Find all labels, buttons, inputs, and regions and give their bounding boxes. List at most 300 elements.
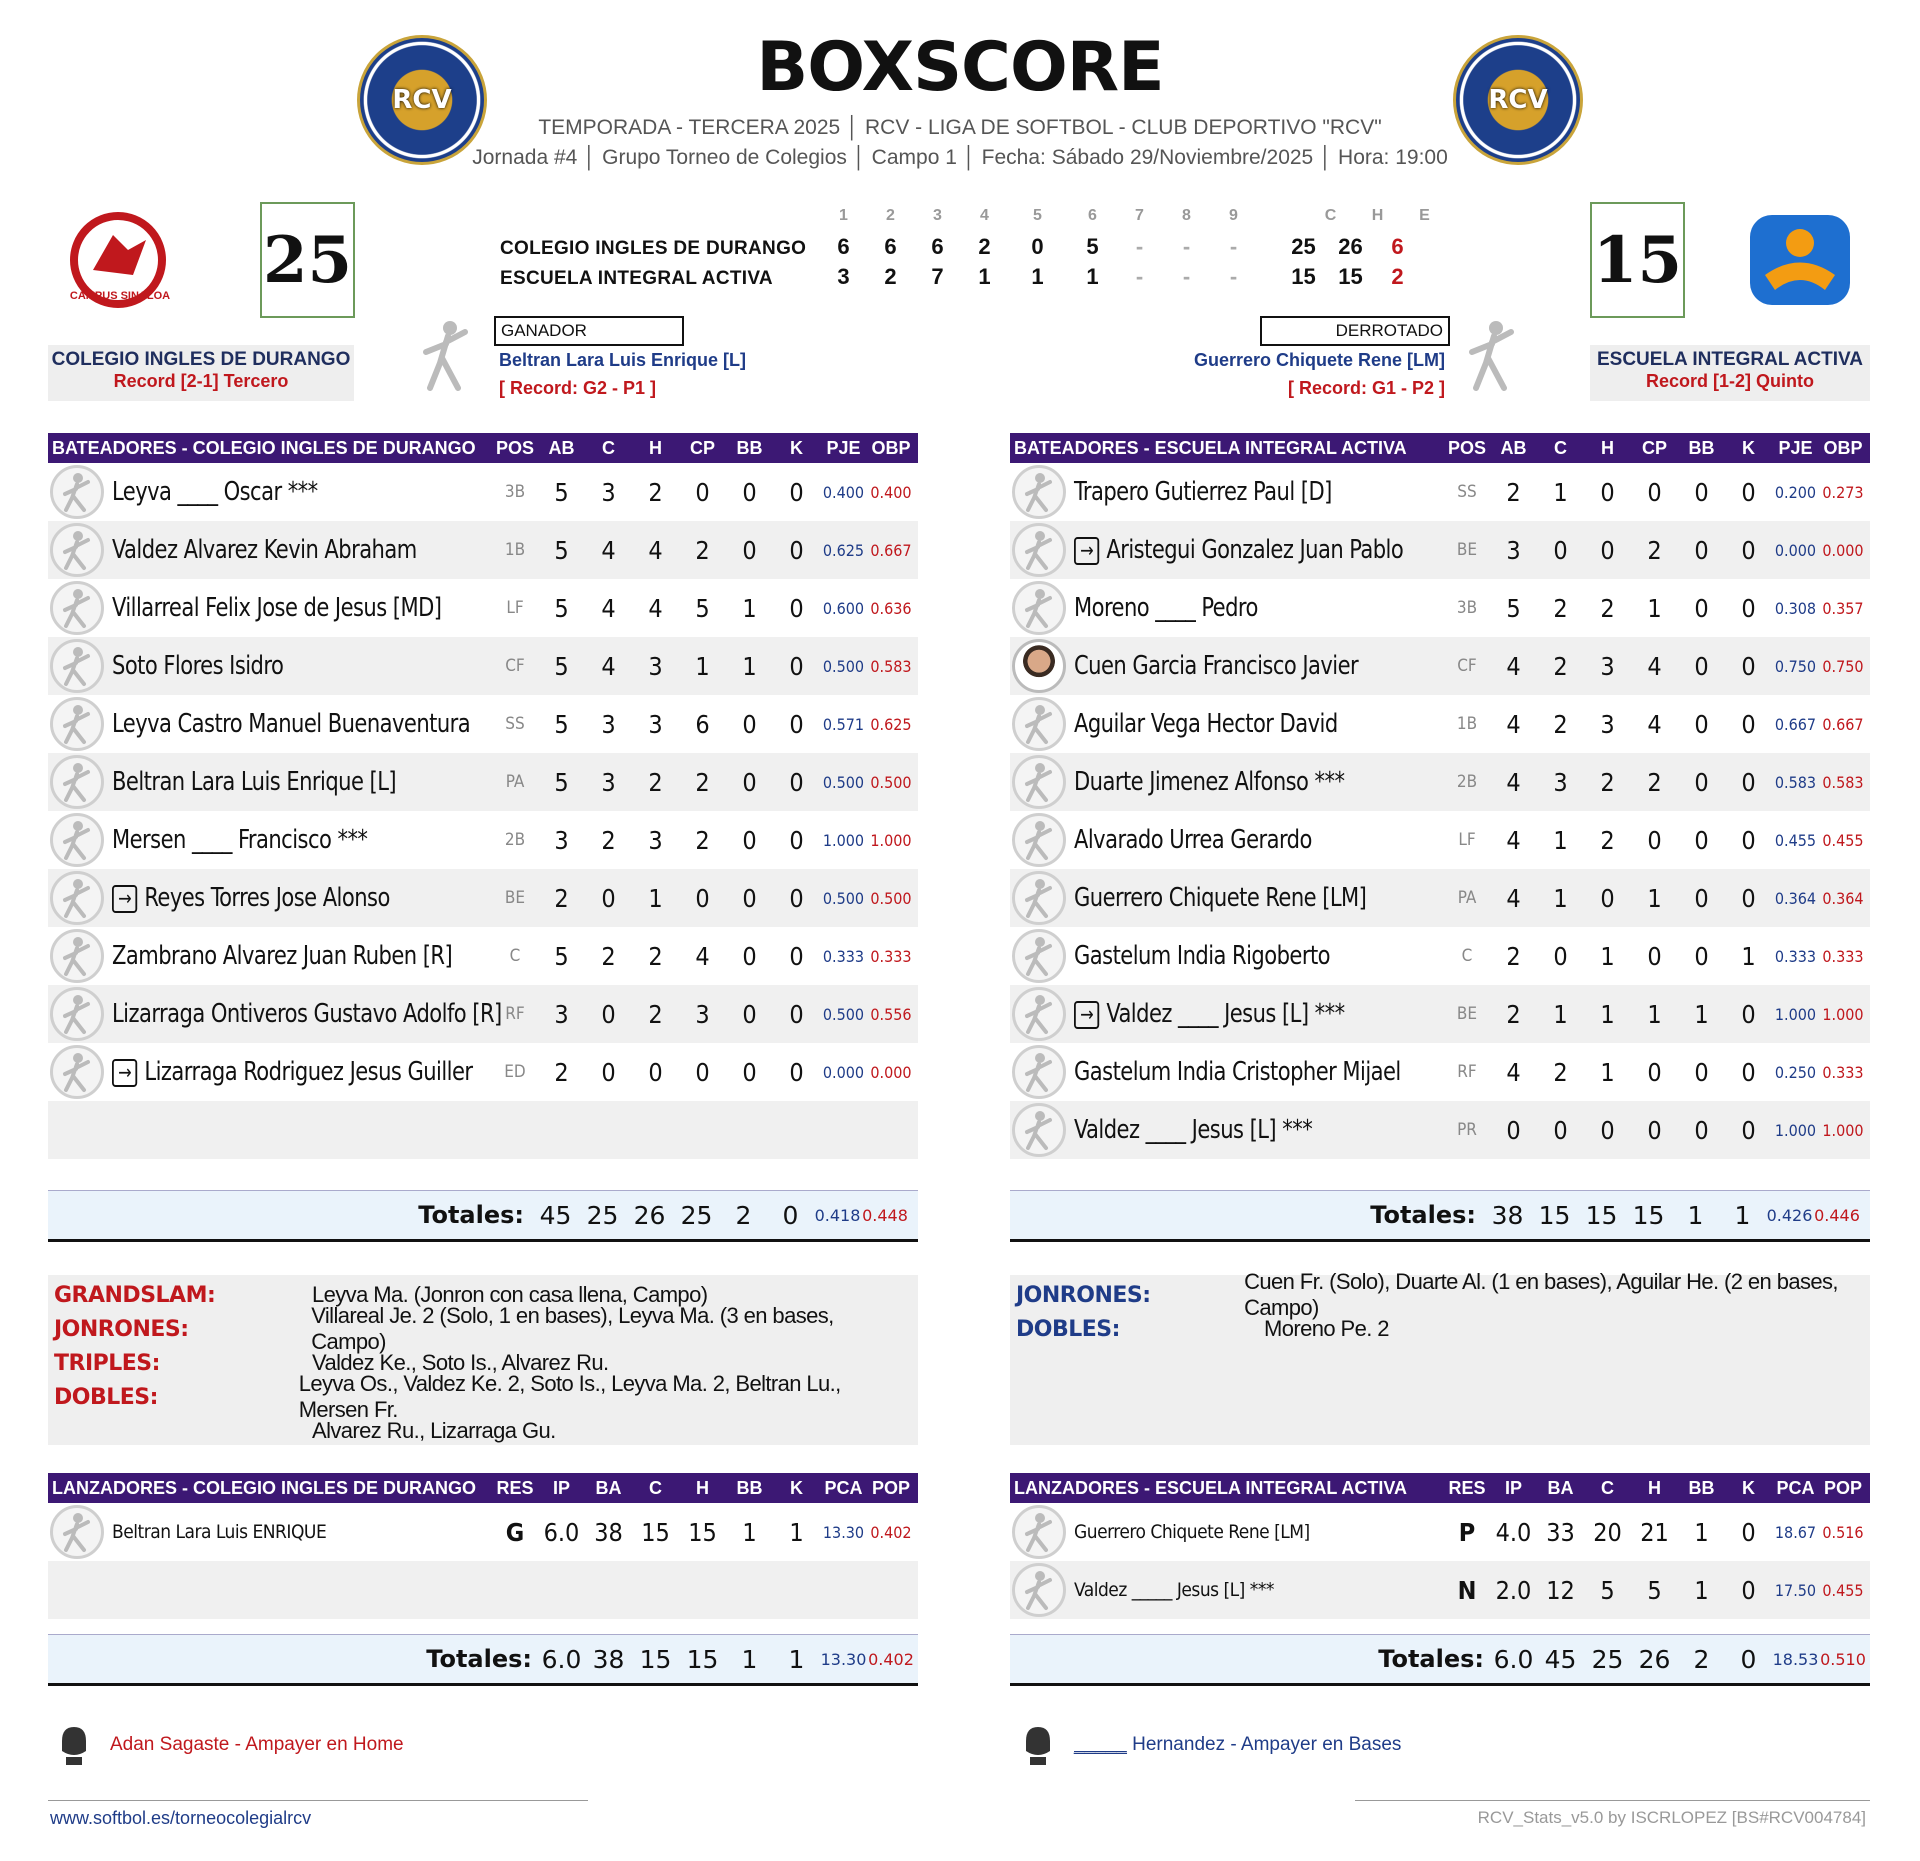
table-row	[48, 637, 918, 695]
stat-k: 0	[789, 535, 804, 565]
stat-k: 0	[1741, 709, 1756, 739]
umpire-icon	[1020, 1725, 1056, 1765]
stat-ba: 33	[1546, 1517, 1575, 1547]
table-row	[1010, 753, 1870, 811]
stat-pos: PA	[1457, 888, 1477, 908]
stat-obp: 0.000	[1822, 540, 1864, 560]
player-name-cell	[112, 825, 492, 855]
stat-h: 3	[1600, 709, 1615, 739]
player-avatar-icon	[50, 697, 104, 751]
home-team-record: Record [2-1] Tercero	[113, 371, 289, 391]
stat-obp: 0.455	[1822, 830, 1864, 850]
stat-ab: 4	[1506, 1057, 1521, 1087]
batting-totals-home: Totales: 45 25 26 25 2 0 0.418 0.448	[48, 1190, 918, 1242]
player-name-cell	[112, 1057, 492, 1087]
batting-table-header: BATEADORES - ESCUELA INTEGRAL ACTIVA POS AB C H CP BB K PJE OBP	[1010, 433, 1870, 463]
stat-k: 0	[789, 999, 804, 1029]
stat-k: 0	[1741, 999, 1756, 1029]
stat-cp: 0	[1647, 1115, 1662, 1145]
stat-obp: 0.364	[1822, 888, 1864, 908]
stat-cp: 0	[1647, 477, 1662, 507]
table-row	[48, 521, 918, 579]
stat-h: 0	[1600, 1115, 1615, 1145]
stat-pop: 0.402	[870, 1522, 912, 1542]
stat-pos: BE	[1456, 540, 1478, 560]
away-team-card	[1590, 345, 1870, 401]
stat-ab: 4	[1506, 883, 1521, 913]
stat-h: 3	[648, 709, 663, 739]
player-name: Cuen Garcia Francisco Javier	[1074, 651, 1359, 681]
stat-h: 1	[1600, 1057, 1615, 1087]
player-avatar-icon	[1012, 1563, 1066, 1617]
stat-k: 0	[1741, 1115, 1756, 1145]
stat-h: 2	[1600, 825, 1615, 855]
stat-res: N	[1457, 1575, 1477, 1605]
notes-home	[48, 1275, 918, 1445]
stat-pje: 0.500	[822, 1004, 865, 1024]
stat-cp: 4	[1647, 651, 1662, 681]
stat-obp: 1.000	[870, 830, 912, 850]
winner-pitcher-name: Beltran Lara Luis Enrique [L]	[499, 350, 747, 370]
stat-pos: 3B	[1456, 598, 1478, 618]
loser-pitcher-record: [ Record: G1 - P2 ]	[1287, 378, 1445, 398]
substitute-arrow-icon: →	[1074, 537, 1099, 565]
stat-cp: 4	[695, 941, 710, 971]
table-row	[1010, 927, 1870, 985]
player-name-cell	[1074, 825, 1444, 855]
player-avatar-icon	[1012, 1045, 1066, 1099]
stat-c: 3	[601, 767, 616, 797]
stat-ba: 12	[1546, 1575, 1575, 1605]
note-label: TRIPLES:	[54, 1350, 160, 1376]
player-name-cell	[112, 477, 492, 507]
stat-pje: 0.000	[822, 1062, 865, 1082]
note-line	[48, 1371, 918, 1422]
stat-h: 2	[648, 999, 663, 1029]
player-name: Alvarado Urrea Gerardo	[1074, 825, 1312, 855]
stat-h: 2	[648, 477, 663, 507]
stat-bb: 1	[1694, 1575, 1709, 1605]
batting-table-home	[48, 433, 918, 1159]
stat-c: 3	[601, 477, 616, 507]
player-name: Guerrero Chiquete Rene [LM]	[1074, 883, 1367, 913]
batting-table-away	[1010, 433, 1870, 1159]
player-name: Valdez Alvarez Kevin Abraham	[112, 535, 417, 565]
stat-pje: 0.583	[1774, 772, 1817, 792]
stat-c: 2	[1553, 651, 1568, 681]
player-name: Duarte Jimenez Alfonso ***	[1074, 767, 1345, 797]
stat-bb: 0	[1694, 941, 1709, 971]
stat-pos: ED	[504, 1062, 526, 1082]
player-avatar-icon	[1012, 465, 1066, 519]
stat-obp: 0.333	[870, 946, 912, 966]
stat-k: 0	[789, 709, 804, 739]
stat-pos: C	[509, 946, 521, 966]
stat-c: 3	[1553, 767, 1568, 797]
stat-cp: 0	[1647, 825, 1662, 855]
player-avatar-icon	[50, 813, 104, 867]
player-name-cell	[1074, 1057, 1444, 1087]
player-name-cell	[112, 593, 492, 623]
stat-bb: 0	[1694, 767, 1709, 797]
player-avatar-icon	[1012, 929, 1066, 983]
table-row-empty	[48, 1561, 918, 1619]
stat-cp: 0	[695, 883, 710, 913]
stat-bb: 1	[742, 1517, 757, 1547]
player-name-cell	[112, 709, 492, 739]
player-avatar-icon	[50, 1505, 104, 1559]
stat-k: 0	[789, 477, 804, 507]
stat-pca: 18.67	[1774, 1522, 1817, 1542]
stat-bb: 0	[742, 941, 757, 971]
stat-pos: C	[1461, 946, 1473, 966]
stat-c: 0	[1553, 535, 1568, 565]
table-row	[48, 463, 918, 521]
stat-h: 2	[1600, 593, 1615, 623]
table-row	[48, 927, 918, 985]
home-score: 25	[260, 202, 355, 318]
note-line	[1010, 1269, 1870, 1320]
home-team-card	[48, 345, 354, 401]
player-name: Beltran Lara Luis Enrique [L]	[112, 767, 397, 797]
stat-pos: RF	[505, 1004, 525, 1024]
player-avatar-icon	[1012, 871, 1066, 925]
winner-label: GANADOR	[494, 316, 684, 346]
player-name-cell	[1074, 1115, 1444, 1145]
stat-obp: 0.636	[870, 598, 912, 618]
substitute-arrow-icon: →	[1074, 1001, 1099, 1029]
divider	[48, 1800, 588, 1801]
stat-pje: 0.750	[1774, 656, 1817, 676]
table-row	[1010, 695, 1870, 753]
stat-obp: 0.583	[1822, 772, 1864, 792]
stat-bb: 0	[1694, 825, 1709, 855]
stat-ba: 38	[594, 1517, 623, 1547]
stat-cp: 2	[1647, 767, 1662, 797]
stat-obp: 1.000	[1822, 1004, 1864, 1024]
stat-ab: 3	[554, 825, 569, 855]
player-name: Soto Flores Isidro	[112, 651, 284, 681]
stat-pos: PR	[1457, 1120, 1477, 1140]
stat-pje: 0.200	[1774, 482, 1817, 502]
player-name: Lizarraga Ontiveros Gustavo Adolfo [R]	[112, 999, 502, 1029]
stat-h: 5	[1647, 1575, 1662, 1605]
table-row	[48, 869, 918, 927]
table-row	[1010, 1503, 1870, 1561]
stat-c: 0	[1553, 1115, 1568, 1145]
batting-table-header: BATEADORES - COLEGIO INGLES DE DURANGO POS AB C H CP BB K PJE OBP	[48, 433, 918, 463]
stat-bb: 1	[1694, 999, 1709, 1029]
stat-pos: CF	[505, 656, 525, 676]
stat-bb: 1	[1694, 1517, 1709, 1547]
stat-bb: 0	[1694, 1057, 1709, 1087]
table-row	[1010, 1101, 1870, 1159]
stat-h: 1	[1600, 999, 1615, 1029]
batting-totals-away: Totales: 38 15 15 15 1 1 0.426 0.446	[1010, 1190, 1870, 1242]
stat-h: 3	[648, 825, 663, 855]
stat-obp: 0.357	[1822, 598, 1864, 618]
home-logo-caption: CAMPUS SINALOA	[69, 290, 171, 302]
stat-cp: 4	[1647, 709, 1662, 739]
player-avatar-icon	[50, 987, 104, 1041]
table-row	[1010, 811, 1870, 869]
stat-c: 2	[601, 825, 616, 855]
table-row	[48, 753, 918, 811]
stat-ab: 5	[554, 767, 569, 797]
table-row	[1010, 637, 1870, 695]
stat-k: 0	[1741, 1575, 1756, 1605]
stat-cp: 0	[1647, 1057, 1662, 1087]
stat-cp: 2	[695, 767, 710, 797]
stat-c: 2	[1553, 1057, 1568, 1087]
stat-k: 0	[1741, 593, 1756, 623]
away-score: 15	[1590, 202, 1685, 318]
stat-k: 0	[1741, 1057, 1756, 1087]
pitcher-name: Valdez _____ Jesus [L] ***	[1074, 1579, 1274, 1601]
table-row	[48, 579, 918, 637]
stat-ab: 2	[1506, 999, 1521, 1029]
player-avatar-icon	[1012, 1505, 1066, 1559]
stat-res: P	[1458, 1517, 1476, 1547]
player-avatar-icon	[1012, 987, 1066, 1041]
pitcher-icon	[1466, 318, 1522, 394]
stat-c: 2	[1553, 709, 1568, 739]
player-name: Gastelum India Rigoberto	[1074, 941, 1330, 971]
table-row-empty	[48, 1101, 918, 1159]
player-name: Leyva Castro Manuel Buenaventura	[112, 709, 471, 739]
player-name-cell	[112, 767, 492, 797]
stat-pos: 2B	[1456, 772, 1478, 792]
player-name-cell	[1074, 477, 1444, 507]
stat-c: 5	[1600, 1575, 1615, 1605]
stat-pje: 0.500	[822, 772, 865, 792]
player-avatar-icon	[50, 639, 104, 693]
pitching-totals-home: Totales: 6.0 38 15 15 1 1 13.30 0.402	[48, 1634, 918, 1686]
note-value: Valdez Ke., Soto Is., Alvarez Ru.	[312, 1350, 609, 1375]
stat-obp: 0.333	[1822, 946, 1864, 966]
stat-cp: 2	[695, 535, 710, 565]
stat-k: 0	[789, 941, 804, 971]
stat-k: 0	[1741, 825, 1756, 855]
pitching-table-header: LANZADORES - COLEGIO INGLES DE DURANGO RES IP BA C H BB K PCA POP	[48, 1473, 918, 1503]
player-name: Lizarraga Rodriguez Jesus Guiller	[144, 1057, 473, 1087]
stat-pje: 1.000	[1774, 1004, 1817, 1024]
linescore-row-away: ESCUELA INTEGRAL ACTIVA 3 2 7 1 1 1 - - - 15 15 2	[500, 264, 1404, 289]
stat-cp: 0	[695, 477, 710, 507]
stat-ab: 2	[554, 883, 569, 913]
stat-k: 0	[789, 883, 804, 913]
stat-h: 2	[648, 941, 663, 971]
player-avatar-icon	[50, 1045, 104, 1099]
note-line	[48, 1303, 918, 1354]
player-avatar-icon	[50, 465, 104, 519]
footer-url-link[interactable]: www.softbol.es/torneocolegialrcv	[50, 1808, 312, 1828]
stat-obp: 1.000	[1822, 1120, 1864, 1140]
stat-k: 0	[789, 767, 804, 797]
stat-pje: 0.333	[822, 946, 865, 966]
pitcher-icon	[420, 318, 476, 394]
stat-pje: 0.400	[822, 482, 865, 502]
stat-obp: 0.583	[870, 656, 912, 676]
table-row	[48, 985, 918, 1043]
stat-h: 4	[648, 593, 663, 623]
stat-ab: 3	[1506, 535, 1521, 565]
stat-pje: 0.625	[822, 540, 865, 560]
player-name: Valdez ____ Jesus [L] ***	[1074, 1115, 1313, 1145]
stat-pos: LF	[506, 598, 524, 618]
stat-ip: 6.0	[543, 1517, 580, 1547]
stat-k: 0	[789, 593, 804, 623]
stat-bb: 0	[1694, 593, 1709, 623]
note-label: DOBLES:	[54, 1384, 158, 1410]
stat-h: 3	[1600, 651, 1615, 681]
league-seal-right: RCV	[1453, 35, 1583, 165]
stat-c: 0	[601, 1057, 616, 1087]
stat-ip: 2.0	[1495, 1575, 1532, 1605]
table-row	[1010, 1043, 1870, 1101]
winner-pitcher-record: [ Record: G2 - P1 ]	[499, 378, 657, 398]
player-avatar-icon	[50, 871, 104, 925]
stat-pje: 0.500	[822, 656, 865, 676]
player-name-cell	[1074, 593, 1444, 623]
stat-cp: 2	[1647, 535, 1662, 565]
table-row	[48, 1043, 918, 1101]
linescore-row-home: COLEGIO INGLES DE DURANGO 6 6 6 2 0 5 - - - 25 26 6	[500, 234, 1404, 259]
stat-ab: 4	[1506, 651, 1521, 681]
stat-k: 0	[1741, 477, 1756, 507]
pitching-table-away	[1010, 1473, 1870, 1619]
stat-ab: 4	[1506, 709, 1521, 739]
stat-obp: 0.750	[1822, 656, 1864, 676]
stat-k: 0	[1741, 651, 1756, 681]
stat-bb: 0	[1694, 535, 1709, 565]
player-name: Zambrano Alvarez Juan Ruben [R]	[112, 941, 453, 971]
stat-cp: 6	[695, 709, 710, 739]
player-name-cell	[1074, 767, 1444, 797]
player-avatar-icon	[1012, 581, 1066, 635]
table-row	[1010, 1561, 1870, 1619]
stat-pos: LF	[1458, 830, 1476, 850]
stat-cp: 1	[1647, 999, 1662, 1029]
table-row	[1010, 869, 1870, 927]
stat-obp: 0.667	[870, 540, 912, 560]
umpire-bases: _____ Hernandez - Ampayer en Bases	[1020, 1725, 1401, 1765]
note-label: DOBLES:	[1016, 1316, 1120, 1342]
stat-c: 4	[601, 535, 616, 565]
player-avatar-icon	[50, 523, 104, 577]
stat-h: 4	[648, 535, 663, 565]
substitute-arrow-icon: →	[112, 1059, 137, 1087]
note-label: JONRONES:	[54, 1316, 189, 1342]
stat-k: 0	[1741, 767, 1756, 797]
stat-k: 0	[789, 651, 804, 681]
away-team-name: ESCUELA INTEGRAL ACTIVA	[1596, 349, 1863, 370]
table-row	[48, 1503, 918, 1561]
note-value: Cuen Fr. (Solo), Duarte Al. (1 en bases), Aguilar He. (2 en bases, Campo)	[1244, 1269, 1838, 1320]
stat-ab: 4	[1506, 825, 1521, 855]
table-row	[1010, 463, 1870, 521]
stat-pje: 0.667	[1774, 714, 1817, 734]
stat-ab: 5	[1506, 593, 1521, 623]
player-name-cell	[112, 651, 492, 681]
stat-pje: 0.455	[1774, 830, 1817, 850]
stat-c: 1	[1553, 825, 1568, 855]
stat-h: 0	[1600, 477, 1615, 507]
stat-ab: 2	[554, 1057, 569, 1087]
player-name-cell	[1074, 941, 1444, 971]
stat-obp: 0.500	[870, 888, 912, 908]
away-team-logo	[1745, 205, 1855, 310]
player-name: Gastelum India Cristopher Mijael	[1074, 1057, 1401, 1087]
stat-k: 0	[1741, 883, 1756, 913]
pitching-table-header: LANZADORES - ESCUELA INTEGRAL ACTIVA RES IP BA C H BB K PCA POP	[1010, 1473, 1870, 1503]
pitching-table-home	[48, 1473, 918, 1619]
stat-pos: CF	[1457, 656, 1477, 676]
stat-cp: 1	[1647, 883, 1662, 913]
stat-ab: 5	[554, 709, 569, 739]
stat-pje: 0.600	[822, 598, 865, 618]
stat-pos: SS	[1457, 482, 1477, 502]
stat-obp: 0.333	[1822, 1062, 1864, 1082]
player-name-cell	[112, 535, 492, 565]
note-value: Leyva Ma. (Jonron con casa llena, Campo)	[312, 1282, 708, 1307]
stat-cp: 3	[695, 999, 710, 1029]
note-value: Moreno Pe. 2	[1264, 1316, 1389, 1341]
stat-bb: 0	[1694, 1115, 1709, 1145]
stat-obp: 0.556	[870, 1004, 912, 1024]
stat-pos: PA	[505, 772, 525, 792]
player-avatar-icon	[50, 581, 104, 635]
stat-h: 0	[1600, 883, 1615, 913]
stat-ab: 3	[554, 999, 569, 1029]
stat-c: 4	[601, 593, 616, 623]
stat-cp: 1	[1647, 593, 1662, 623]
stat-ab: 5	[554, 477, 569, 507]
pitcher-name: Beltran Lara Luis ENRIQUE	[112, 1521, 327, 1543]
away-team-record: Record [1-2] Quinto	[1645, 371, 1814, 391]
linescore-totals-header: C H E	[1324, 207, 1430, 224]
note-value: Alvarez Ru., Lizarraga Gu.	[312, 1418, 556, 1443]
umpire-icon	[56, 1725, 92, 1765]
stat-c: 15	[641, 1517, 670, 1547]
stat-c: 2	[1553, 593, 1568, 623]
stat-c: 0	[1553, 941, 1568, 971]
stat-h: 3	[648, 651, 663, 681]
stat-cp: 2	[695, 825, 710, 855]
stat-ip: 4.0	[1495, 1517, 1532, 1547]
divider	[1355, 1800, 1870, 1801]
player-name-cell	[112, 999, 502, 1029]
stat-obp: 0.273	[1822, 482, 1864, 502]
stat-c: 1	[1553, 999, 1568, 1029]
footer-credit: RCV_Stats_v5.0 by ISCRLOPEZ [BS#RCV004784]	[1477, 1808, 1866, 1827]
stat-pje: 0.250	[1774, 1062, 1817, 1082]
player-name: Moreno ____ Pedro	[1074, 593, 1258, 623]
player-avatar-icon	[1012, 755, 1066, 809]
stat-bb: 0	[742, 477, 757, 507]
player-name: Valdez ____ Jesus [L] ***	[1106, 999, 1345, 1029]
stat-h: 15	[688, 1517, 717, 1547]
table-row	[1010, 579, 1870, 637]
stat-pos: BE	[504, 888, 526, 908]
stat-h: 0	[648, 1057, 663, 1087]
stat-c: 0	[601, 883, 616, 913]
stat-bb: 0	[742, 883, 757, 913]
player-avatar-icon	[1012, 1103, 1066, 1157]
stat-bb: 0	[1694, 709, 1709, 739]
stat-pos: 3B	[504, 482, 526, 502]
loser-label: DERROTADO	[1260, 316, 1450, 346]
